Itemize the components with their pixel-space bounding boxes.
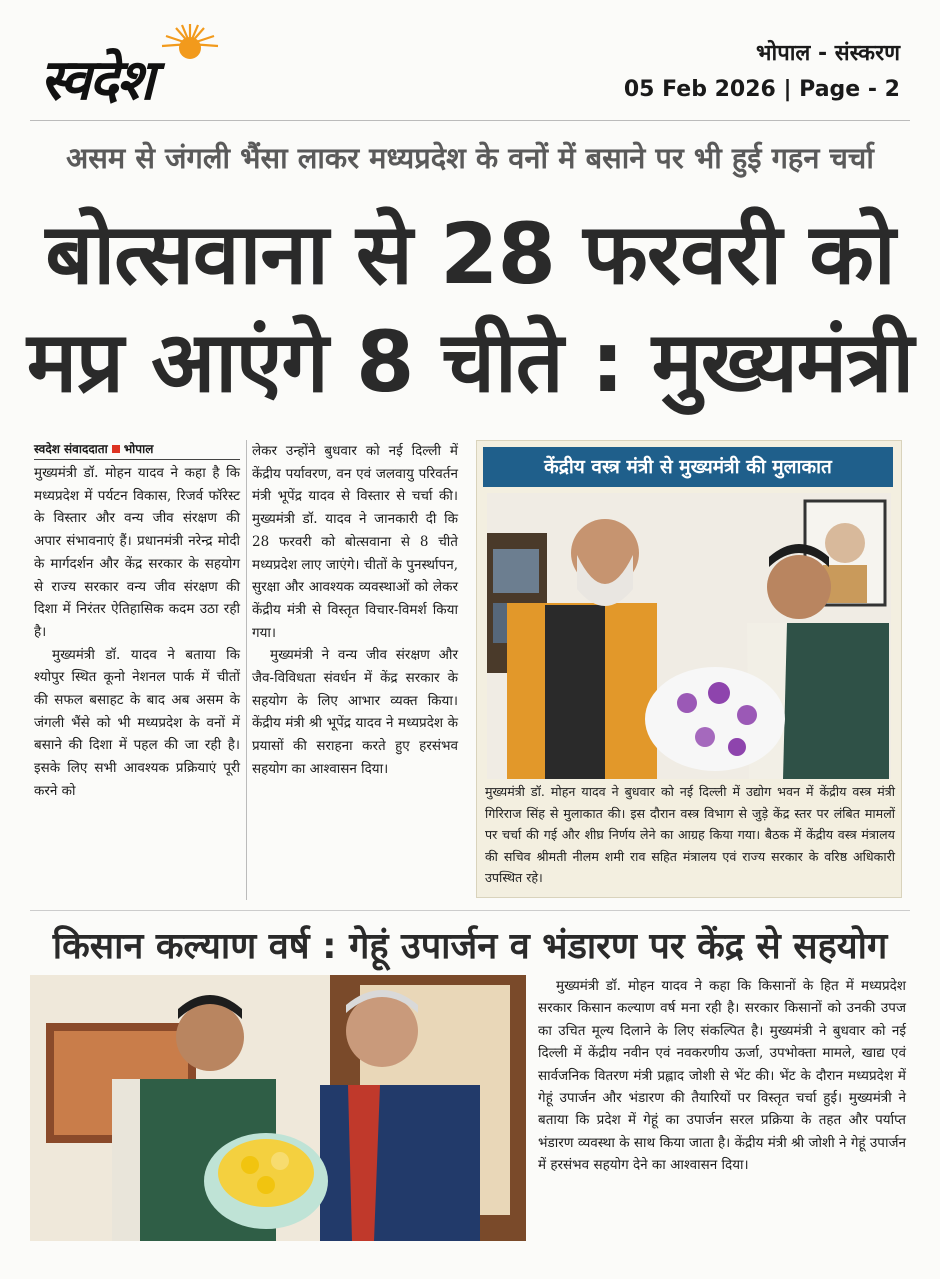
story1-col2-paragraph-1: लेकर उन्होंने बुधवार को नई दिल्ली में केंद्रीय पर्यावरण, वन एवं जलवायु परिवर्तन मंत्री भूपेंद्र यादव से विस्तार से चर्चा की। मुख्यमंत्री डॉ. यादव ने जानकारी दी कि 28 फरवरी को बोत्सवाना से 8 चीते मध्यप्रदेश लाए जाएंगे। चीतों के पुनर्स्थापन, सुरक्षा और आवश्यक व्यवस्थाओं को लेकर केंद्रीय मंत्री से विस्तृत विचार-विमर्श किया गया। [252,443,458,641]
story1-col2-paragraph-2: मुख्यमंत्री ने वन्य जीव संरक्षण और जैव-विविधता संवर्धन में केंद्र सरकार के सहयोग के लिए आभार व्यक्त किया। केंद्रीय मंत्री श्री भूपेंद्र यादव ने मध्यप्रदेश के प्रयासों की सराहना करते हुए हरसंभव सहयोग का आश्वासन दिया। [252,647,458,777]
byline-marker-icon [112,445,120,453]
story1-kicker: असम से जंगली भैंसा लाकर मध्यप्रदेश के वनों में बसाने पर भी हुई गहन चर्चा [66,141,874,175]
photo-box-caption: मुख्यमंत्री डॉ. मोहन यादव ने बुधवार को नई दिल्ली में उद्योग भवन में केंद्रीय वस्त्र मंत्री गिरिराज सिंह से मुलाकात की। इस दौरान वस्त्र विभाग से जुड़े केंद्र स्तर पर लंबित मामलों पर चर्चा की गई और शीघ्र निर्णय लेने का आग्रह किया गया। बैठक में केंद्रीय वस्त्र मंत्रालय की सचिव श्रीमती नीलम शमी राव सहित मंत्रालय एवं राज्य सरकार के वरिष्ठ अधिकारी उपस्थित रहे। [485,784,895,885]
story1-column-1 [34,462,240,803]
story1-headline-line2: मप्र आएंगे 8 चीते : मुख्यमंत्री [26,313,914,411]
byline-source: स्वदेश संवाददाता [34,442,108,456]
wheat-meeting-photo [30,975,526,1241]
story1-column-2 [252,440,458,781]
story1-headline-line1: बोत्सवाना से 28 फरवरी को [45,205,895,303]
story1-col1-paragraph-2: मुख्यमंत्री डॉ. यादव ने बताया कि श्योपुर स्थित कूनो नेशनल पार्क में चीतों की सफल बसाहट के बाद अब असम के जंगली भैंसे को भी मध्यप्रदेश के वनों में बसाने की दिशा में पहल की जा रही है। इसके लिए सभी आवश्यक प्रक्रियाएं पूरी करने को [34,646,240,799]
masthead-title: स्वदेश [40,48,153,113]
story2-body [538,975,906,1177]
date-page-label: 05 Feb 2026 | Page - 2 [623,77,900,102]
column-divider [246,440,247,900]
byline [34,440,240,460]
photo-box-heading: केंद्रीय वस्त्र मंत्री से मुख्यमंत्री की मुलाकात [483,447,893,487]
byline-city: भोपाल [123,442,154,456]
edition-label: भोपाल - संस्करण [756,41,900,66]
meeting-photo [487,493,891,779]
masthead-divider [30,120,910,121]
story1-headline [0,200,940,416]
masthead-logo [40,22,310,114]
edition-info [624,36,900,108]
story2-headline: किसान कल्याण वर्ष : गेहूं उपार्जन व भंडारण पर केंद्र से सहयोग [52,926,888,967]
story2-paragraph: मुख्यमंत्री डॉ. मोहन यादव ने कहा कि किसानों के हित में मध्यप्रदेश सरकार किसान कल्याण वर्ष मना रही है। सरकार किसानों को उनकी उपज का उचित मूल्य दिलाने के लिए संकल्पित है। मुख्यमंत्री ने बुधवार को नई दिल्ली में केंद्रीय नवीन एवं नवकरणीय ऊर्जा, उपभोक्ता मामले, खाद्य एवं सार्वजनिक वितरण मंत्री प्रह्लाद जोशी से भेंट की। भेंट के दौरान मध्यप्रदेश में गेहूं उपार्जन और भंडारण की तैयारियों पर विस्तृत चर्चा हुई। मुख्यमंत्री ने बताया कि प्रदेश में गेहूं का उपार्जन सरल प्रक्रिया के तहत और पर्याप्त भंडारण व्यवस्था के साथ किया जाता है। केंद्रीय मंत्री श्री जोशी ने गेहूं उपार्जन में हरसंभव सहयोग देने का आश्वासन दिया। [538,978,906,1174]
section-divider [30,910,910,911]
story1-col1-paragraph-1: मुख्यमंत्री डॉ. मोहन यादव ने कहा है कि मध्यप्रदेश में पर्यटन विकास, रिजर्व फॉरेस्ट के विस्तार और वन्य जीव संरक्षण की अपार संभावनाएं हैं। प्रधानमंत्री नरेन्द्र मोदी के मार्गदर्शन और केंद्र सरकार के सहयोग से राज्य सरकार वन्य जीव संरक्षण की दिशा में निरंतर ऐतिहासिक कदम उठा रही है। [34,465,240,640]
photo-box [476,440,902,898]
sun-icon [158,22,222,62]
